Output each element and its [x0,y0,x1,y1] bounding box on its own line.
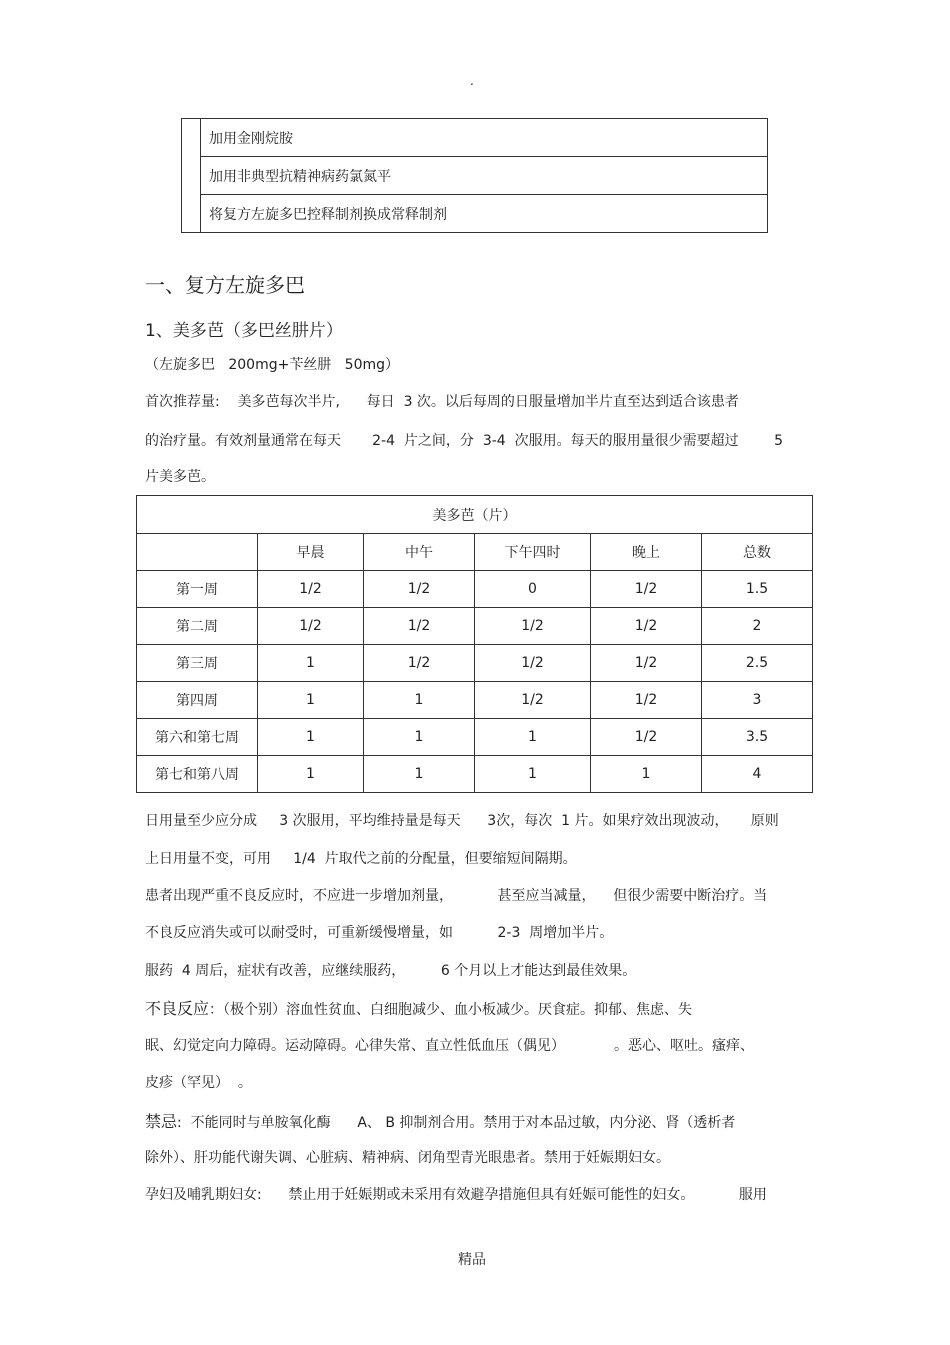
table-cell: 2 [702,608,813,645]
table-cell: 1 [364,682,475,719]
contra-text: : 不能同时与单胺氧化酶 A、 B 抑制剂合用。禁用于对本品过敏，内分泌、肾（透析者 [177,1115,736,1131]
table-cell: 3.5 [702,719,813,756]
table-cell: 1 [258,719,364,756]
body-line: 患者出现严重不良反应时，不应进一步增加剂量， 甚至应当减量， 但很少需要中断治疗。当 [145,888,768,904]
header-cell: 下午四时 [475,534,591,571]
table-title: 美多芭（片） [137,496,813,534]
header-cell: 晚上 [591,534,702,571]
table-cell: 1/2 [364,571,475,608]
options-lead-cell [182,119,201,233]
table-row [137,645,813,682]
table-cell: 1/2 [475,608,591,645]
table-row [182,195,768,233]
contra-line: 除外）、肝功能代谢失调、心脏病、精神病、闭角型青光眼患者。禁用于妊娠期妇女。 [145,1150,670,1166]
body-line: 服药 4 周后，症状有改善，应继续服药， 6 个月以上才能达到最佳效果。 [145,963,637,979]
table-cell: 1/2 [258,571,364,608]
week-cell: 第二周 [137,608,258,645]
dosage-table [136,495,813,793]
intro-line: 首次推荐量: 美多芭每次半片, 每日 3 次。以后每周的日服量增加半片直至达到适合该患者 [145,394,739,410]
table-cell: 1 [258,645,364,682]
table-cell: 2.5 [702,645,813,682]
composition-line: （左旋多巴 200mg+苄丝肼 50mg） [145,357,400,373]
table-cell: 1/2 [591,682,702,719]
header-cell: 早晨 [258,534,364,571]
option-cell: 加用非典型抗精神病药氯氮平 [201,157,768,195]
week-cell: 第七和第八周 [137,756,258,793]
table-cell: 0 [475,571,591,608]
week-cell: 第三周 [137,645,258,682]
pregnancy-line: 孕妇及哺乳期妇女: 禁止用于妊娠期或未采用有效避孕措施但具有妊娠可能性的妇女。 服用 [145,1187,767,1203]
table-cell: 1 [364,756,475,793]
table-cell: 4 [702,756,813,793]
body-line: 不良反应消失或可以耐受时，可重新缓慢增量，如 2-3 周增加半片。 [145,925,614,941]
table-cell: 1/2 [591,645,702,682]
footer-text: 精品 [458,1252,486,1268]
table-cell: 1 [364,719,475,756]
table-cell: 1.5 [702,571,813,608]
table-cell: 1 [258,756,364,793]
table-header-row [137,534,813,571]
header-cell: 中午 [364,534,475,571]
table-cell: 1/2 [364,645,475,682]
section-title: 一、复方左旋多巴 [145,273,305,297]
adverse-label: 不良反应 [145,999,210,1018]
table-cell: 1 [475,719,591,756]
table-cell: 1/2 [591,571,702,608]
table-row [137,682,813,719]
adverse-line: 皮疹（罕见） 。 [145,1075,252,1091]
table-cell: 1/2 [258,608,364,645]
header-dot: . [470,74,474,88]
table-cell: 1/2 [475,682,591,719]
options-table [181,118,768,233]
subsection-title: 1、美多芭（多巴丝肼片） [145,321,343,341]
week-cell: 第四周 [137,682,258,719]
table-row [182,157,768,195]
contra-line [145,1109,735,1132]
adverse-line: 眠、幻觉定向力障碍。运动障碍。心律失常、直立性低血压（偶见） 。恶心、呕吐。瘙痒、 [145,1038,754,1054]
adverse-line [145,996,692,1019]
table-cell: 1 [258,682,364,719]
intro-line: 片美多芭。 [145,469,215,485]
table-title-row [137,496,813,534]
adverse-text: ：（极个别）溶血性贫血、白细胞减少、血小板减少。厌食症。抑郁、焦虑、失 [209,1002,693,1018]
week-cell: 第六和第七周 [137,719,258,756]
week-cell: 第一周 [137,571,258,608]
option-cell: 将复方左旋多巴控释制剂换成常释制剂 [201,195,768,233]
table-cell: 1 [591,756,702,793]
header-cell [137,534,258,571]
table-row [137,719,813,756]
table-cell: 1 [475,756,591,793]
body-line: 上日用量不变，可用 1/4 片取代之前的分配量，但要缩短间隔期。 [145,851,577,867]
contra-label: 禁忌 [145,1112,178,1131]
table-row [182,119,768,157]
table-cell: 3 [702,682,813,719]
option-cell: 加用金刚烷胺 [201,119,768,157]
body-line: 日用量至少应分成 3 次服用，平均维持量是每天 3次，每次 1 片。如果疗效出现波动， 原则 [145,813,779,829]
table-cell: 1/2 [591,608,702,645]
table-row [137,571,813,608]
table-cell: 1/2 [475,645,591,682]
table-cell: 1/2 [364,608,475,645]
table-row [137,608,813,645]
table-cell: 1/2 [591,719,702,756]
intro-line: 的治疗量。有效剂量通常在每天 2-4 片之间，分 3-4 次服用。每天的服用量很少需要超过 5 [145,433,784,449]
table-row [137,756,813,793]
header-cell: 总数 [702,534,813,571]
